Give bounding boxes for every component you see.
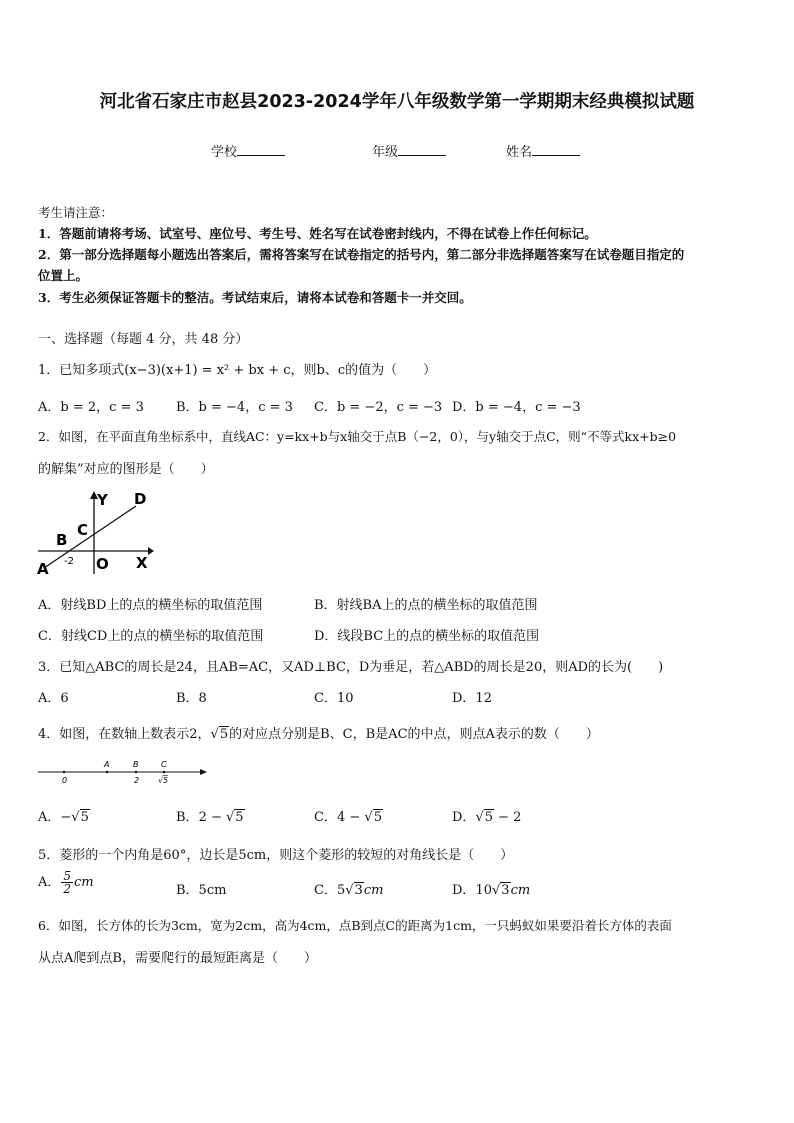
school-field [211, 141, 285, 160]
option-radicand: 5 [484, 810, 494, 825]
school-label: 学校 [211, 145, 238, 160]
label-o: O [96, 555, 109, 573]
grade-field [372, 141, 446, 160]
notice-item-2: 2．第一部分选择题每小题选出答案后，需将答案写在试卷指定的括号内，第二部分非选择题答案写在试卷题目指定的 [38, 247, 685, 262]
q6-stem-line2: 从点A爬到点B，需要爬行的最短距离是（ ） [38, 951, 317, 966]
option-radicand: 5 [80, 810, 89, 825]
label-c: C [77, 521, 89, 539]
sqrt-symbol: √ [491, 883, 501, 898]
q4-option-d [452, 806, 521, 825]
fraction-denominator: 2 [63, 882, 72, 896]
option-unit: cm [510, 883, 531, 898]
number-line-arrow [200, 769, 207, 775]
label-y: Y [97, 491, 108, 509]
sqrt-symbol: √ [71, 810, 80, 825]
q2-option-c: C．射线CD上的点的横坐标的取值范围 [38, 629, 264, 644]
fraction-numerator: 5 [63, 869, 72, 883]
notice-heading: 考生请注意： [38, 205, 114, 220]
q5-option-c [314, 879, 383, 898]
option-label: D． [452, 810, 476, 825]
q5-option-b: B．5cm [176, 883, 227, 898]
label-d: D [134, 490, 147, 508]
q4-option-b [176, 806, 245, 825]
q2-stem-line1: 2．如图，在平面直角坐标系中，直线AC：y=kx+b与x轴交于点B（−2，0），与y轴交于点C，则“不等式kx+b≥0 [38, 429, 677, 444]
option-radicand: 5 [235, 810, 244, 825]
point-zero [63, 771, 66, 774]
q5-stem: 5．菱形的一个内角是60°，边长是5cm，则这个菱形的较短的对角线长是（ ） [38, 848, 514, 863]
option-pre: 5 [336, 883, 346, 898]
notice-item-2-cont: 位置上。 [38, 268, 89, 283]
q3-option-b: B．8 [176, 691, 207, 706]
label-b: B [56, 531, 68, 549]
sqrt-symbol: √ [345, 883, 354, 898]
point-a [106, 771, 109, 774]
q2-coordinate-figure [36, 488, 156, 576]
label-a: A [37, 560, 49, 576]
q3-stem: 3．已知△ABC的周长是24，且AB=AC，又AD⊥BC，D为垂足，若△ABD的周长是20，则AD的长为( ) [38, 660, 664, 675]
q4-stem-post: 的对应点分别是B、C，B是AC的中点，则点A表示的数（ ） [229, 727, 599, 742]
sqrt-symbol: √ [364, 810, 373, 825]
page-title: 河北省石家庄市赵县2023-2024学年八年级数学第一学期期末经典模拟试题 [99, 92, 695, 112]
option-pre: 2 − [198, 810, 226, 825]
q4-stem-radicand: 5 [219, 727, 229, 742]
q2-option-a: A．射线BD上的点的横坐标的取值范围 [38, 598, 263, 613]
label-zero: 0 [62, 776, 68, 785]
option-label: A． [38, 875, 61, 890]
q2-option-b: B．射线BA上的点的横坐标的取值范围 [314, 598, 538, 613]
q4-stem [38, 723, 599, 742]
option-pre: 4 − [336, 810, 365, 825]
q1-option-c: C．b = −2，c = −3 [314, 400, 443, 415]
option-label: B． [176, 810, 199, 825]
q6-stem-line1: 6．如图，长方体的长为3cm，宽为2cm，高为4cm，点B到点C的距离为1cm，一只蚂蚁如果要沿着长方体的表面 [38, 918, 672, 933]
q5-option-d [452, 879, 530, 898]
q3-option-d: D．12 [452, 691, 492, 706]
section-heading: 一、选择题（每题 4 分，共 48 分） [38, 332, 249, 347]
sqrt-symbol: √ [226, 810, 235, 825]
notice-item-3: 3．考生必须保证答题卡的整洁。考试结束后，请将本试卷和答题卡一并交回。 [38, 290, 472, 305]
q2-option-d: D．线段BC上的点的横坐标的取值范围 [314, 629, 540, 644]
option-label: D． [452, 883, 476, 898]
option-label: C． [314, 883, 337, 898]
grade-label: 年级 [372, 145, 399, 160]
x-axis-arrow [148, 547, 154, 555]
q3-option-c: C．10 [314, 691, 354, 706]
option-radicand: 3 [354, 883, 363, 898]
school-blank [237, 143, 285, 156]
q2-stem-line2: 的解集”对应的图形是（ ） [38, 462, 214, 477]
q5-option-a [38, 870, 94, 895]
option-pre: − [60, 810, 72, 825]
name-field [506, 141, 580, 160]
option-label: A． [38, 810, 61, 825]
label-sqrt-radicand: 5 [163, 776, 169, 785]
option-radicand: 3 [501, 883, 510, 898]
q4-number-line [36, 756, 210, 788]
label-c: C [161, 760, 167, 769]
option-label: C． [314, 810, 337, 825]
name-label: 姓名 [506, 145, 533, 160]
option-unit: cm [363, 883, 384, 898]
q4-option-a [38, 806, 90, 825]
q4-stem-pre: 4．如图，在数轴上数表示2， [38, 727, 211, 742]
name-blank [532, 143, 580, 156]
label-sqrt-symbol: √ [158, 776, 164, 785]
q3-option-a: A．6 [38, 691, 69, 706]
tick-minus-2: -2 [64, 556, 74, 567]
option-pre: 10 [475, 883, 492, 898]
label-a: A [104, 760, 110, 769]
option-post: − 2 [494, 810, 522, 825]
sqrt-symbol: √ [475, 810, 484, 825]
q4-option-c [314, 806, 383, 825]
point-c [163, 771, 166, 774]
fraction [61, 870, 73, 895]
label-b: B [133, 760, 139, 769]
q1-stem: 1．已知多项式(x−3)(x+1) = x² + bx + c，则b、c的值为（ ） [38, 363, 437, 378]
option-radicand: 5 [373, 810, 382, 825]
sqrt-symbol: √ [210, 727, 219, 742]
label-two: 2 [134, 776, 140, 785]
grade-blank [398, 143, 446, 156]
q1-option-a: A．b = 2，c = 3 [38, 400, 144, 415]
q1-option-b: B．b = −4，c = 3 [176, 400, 293, 415]
label-x: X [136, 554, 148, 572]
point-b [135, 771, 138, 774]
q1-option-d: D．b = −4，c = −3 [452, 400, 581, 415]
notice-item-1: 1．答题前请将考场、试室号、座位号、考生号、姓名写在试卷密封线内，不得在试卷上作任何标记。 [38, 226, 597, 241]
option-unit: cm [74, 875, 94, 890]
